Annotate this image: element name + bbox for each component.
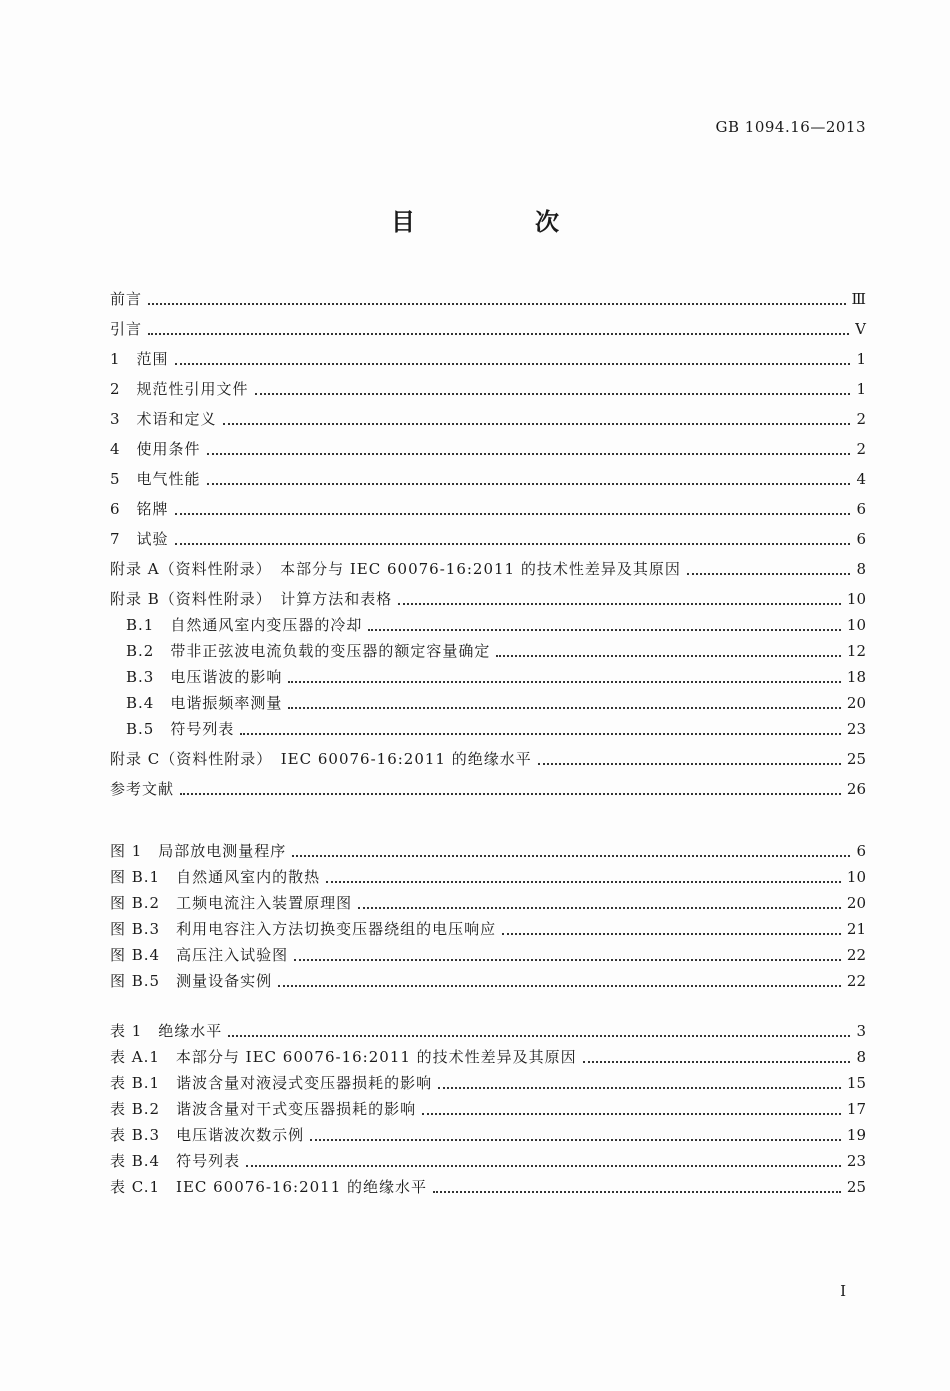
entry-label: 附录 B（资料性附录） 计算方法和表格 <box>110 590 393 608</box>
entry-label: 图 B.1 自然通风室内的散热 <box>110 868 321 886</box>
entry-page: Ⅲ <box>851 290 866 308</box>
toc-entry[interactable] <box>110 496 866 518</box>
entry-page: 2 <box>856 410 866 428</box>
toc-entry[interactable] <box>126 716 866 738</box>
page-title: 目 次 <box>391 207 607 236</box>
entry-page: 26 <box>846 780 866 798</box>
dot-leader <box>326 867 841 883</box>
dot-leader <box>368 615 841 631</box>
entry-label: 表 B.3 电压谐波次数示例 <box>110 1126 305 1144</box>
entry-page: 25 <box>846 750 866 768</box>
toc-entry[interactable] <box>110 746 866 768</box>
entry-label: B.3 电压谐波的影响 <box>126 668 283 686</box>
toc-entry[interactable] <box>110 526 866 548</box>
entry-page: 19 <box>846 1126 866 1144</box>
toc-entry[interactable] <box>126 638 866 660</box>
entry-page: 8 <box>856 1048 866 1066</box>
toc-entry[interactable] <box>110 466 866 488</box>
dot-leader <box>175 349 850 365</box>
entry-label: 图 B.2 工频电流注入装置原理图 <box>110 894 353 912</box>
entry-label: 3 术语和定义 <box>110 410 217 428</box>
entry-page: 1 <box>856 350 866 368</box>
entry-label: 附录 C（资料性附录） IEC 60076-16:2011 的绝缘水平 <box>110 750 532 768</box>
entry-label: 图 1 局部放电测量程序 <box>110 842 287 860</box>
entry-label: 参考文献 <box>110 780 175 798</box>
figure-entry[interactable] <box>110 968 866 990</box>
entry-label: 引言 <box>110 320 143 338</box>
toc-entry[interactable] <box>110 376 866 398</box>
dot-leader <box>422 1099 841 1115</box>
toc-entry[interactable] <box>110 776 866 798</box>
dot-leader <box>148 319 849 335</box>
figure-entry[interactable] <box>110 838 866 860</box>
dot-leader <box>223 409 850 425</box>
entry-page: 1 <box>856 380 866 398</box>
table-entry[interactable] <box>110 1018 866 1040</box>
dot-leader <box>496 641 841 657</box>
toc-entry[interactable] <box>110 586 866 608</box>
dot-leader <box>292 841 850 857</box>
entry-label: 附录 A（资料性附录） 本部分与 IEC 60076-16:2011 的技术性差异及其原因 <box>110 560 681 578</box>
figure-entry[interactable] <box>110 942 866 964</box>
dot-leader <box>288 693 841 709</box>
dot-leader <box>438 1073 841 1089</box>
standard-code: GB 1094.16—2013 <box>715 118 866 136</box>
entry-label: 2 规范性引用文件 <box>110 380 249 398</box>
dot-leader <box>398 589 841 605</box>
entry-page: 6 <box>856 500 866 518</box>
toc-entry[interactable] <box>110 286 866 308</box>
table-entry[interactable] <box>110 1174 866 1196</box>
entry-page: 20 <box>846 894 866 912</box>
entry-page: 20 <box>846 694 866 712</box>
toc-entry[interactable] <box>110 556 866 578</box>
dot-leader <box>246 1151 841 1167</box>
entry-page: 17 <box>846 1100 866 1118</box>
entry-label: 图 B.3 利用电容注入方法切换变压器绕组的电压响应 <box>110 920 497 938</box>
entry-label: B.2 带非正弦波电流负载的变压器的额定容量确定 <box>126 642 491 660</box>
dot-leader <box>180 779 841 795</box>
figure-entry[interactable] <box>110 890 866 912</box>
entry-label: 1 范围 <box>110 350 169 368</box>
dot-leader <box>175 499 850 515</box>
entry-page: 8 <box>856 560 866 578</box>
toc-entry[interactable] <box>110 406 866 428</box>
entry-label: B.1 自然通风室内变压器的冷却 <box>126 616 363 634</box>
dot-leader <box>255 379 850 395</box>
entry-page: 10 <box>846 868 866 886</box>
entry-page: 23 <box>846 1152 866 1170</box>
dot-leader <box>358 893 841 909</box>
entry-page: 21 <box>846 920 866 938</box>
dot-leader <box>433 1177 841 1193</box>
entry-label: 图 B.4 高压注入试验图 <box>110 946 289 964</box>
dot-leader <box>148 289 846 305</box>
entry-page: 3 <box>856 1022 866 1040</box>
entry-label: 图 B.5 测量设备实例 <box>110 972 273 990</box>
entry-label: 表 B.2 谐波含量对干式变压器损耗的影响 <box>110 1100 417 1118</box>
page-number: Ⅰ <box>840 1282 846 1300</box>
toc-entry[interactable] <box>110 316 866 338</box>
dot-leader <box>502 919 841 935</box>
dot-leader <box>294 945 841 961</box>
entry-page: 25 <box>846 1178 866 1196</box>
entry-label: B.4 电谐振频率测量 <box>126 694 283 712</box>
entry-page: 10 <box>846 590 866 608</box>
table-entry[interactable] <box>110 1122 866 1144</box>
dot-leader <box>687 559 850 575</box>
table-entry[interactable] <box>110 1096 866 1118</box>
entry-page: 2 <box>856 440 866 458</box>
entry-label: 前言 <box>110 290 143 308</box>
entry-page: 12 <box>846 642 866 660</box>
toc-entry[interactable] <box>126 612 866 634</box>
entry-label: 7 试验 <box>110 530 169 548</box>
entry-page: 4 <box>856 470 866 488</box>
entry-page: 6 <box>856 842 866 860</box>
entry-page: 10 <box>846 616 866 634</box>
entry-page: 23 <box>846 720 866 738</box>
entry-page: 18 <box>846 668 866 686</box>
entry-label: 4 使用条件 <box>110 440 201 458</box>
entry-page: 22 <box>846 972 866 990</box>
toc-entry[interactable] <box>126 664 866 686</box>
entry-label: 表 B.1 谐波含量对液浸式变压器损耗的影响 <box>110 1074 433 1092</box>
entry-label: 表 A.1 本部分与 IEC 60076-16:2011 的技术性差异及其原因 <box>110 1048 577 1066</box>
entry-label: B.5 符号列表 <box>126 720 235 738</box>
entry-page: 15 <box>846 1074 866 1092</box>
figure-entry[interactable] <box>110 916 866 938</box>
dot-leader <box>228 1021 850 1037</box>
figure-entry[interactable] <box>110 864 866 886</box>
entry-label: 表 B.4 符号列表 <box>110 1152 241 1170</box>
toc-entry[interactable] <box>110 346 866 368</box>
dot-leader <box>538 749 841 765</box>
entry-label: 表 1 绝缘水平 <box>110 1022 223 1040</box>
entry-page: Ⅴ <box>855 320 866 338</box>
entry-label: 5 电气性能 <box>110 470 201 488</box>
toc-entry[interactable] <box>110 436 866 458</box>
dot-leader <box>240 719 841 735</box>
table-entry[interactable] <box>110 1044 866 1066</box>
entry-label: 6 铭牌 <box>110 500 169 518</box>
dot-leader <box>278 971 841 987</box>
dot-leader <box>207 439 850 455</box>
entry-page: 22 <box>846 946 866 964</box>
dot-leader <box>583 1047 850 1063</box>
dot-leader <box>175 529 850 545</box>
dot-leader <box>207 469 850 485</box>
toc-entry[interactable] <box>126 690 866 712</box>
entry-label: 表 C.1 IEC 60076-16:2011 的绝缘水平 <box>110 1178 428 1196</box>
dot-leader <box>310 1125 841 1141</box>
table-entry[interactable] <box>110 1070 866 1092</box>
dot-leader <box>288 667 841 683</box>
table-entry[interactable] <box>110 1148 866 1170</box>
entry-page: 6 <box>856 530 866 548</box>
